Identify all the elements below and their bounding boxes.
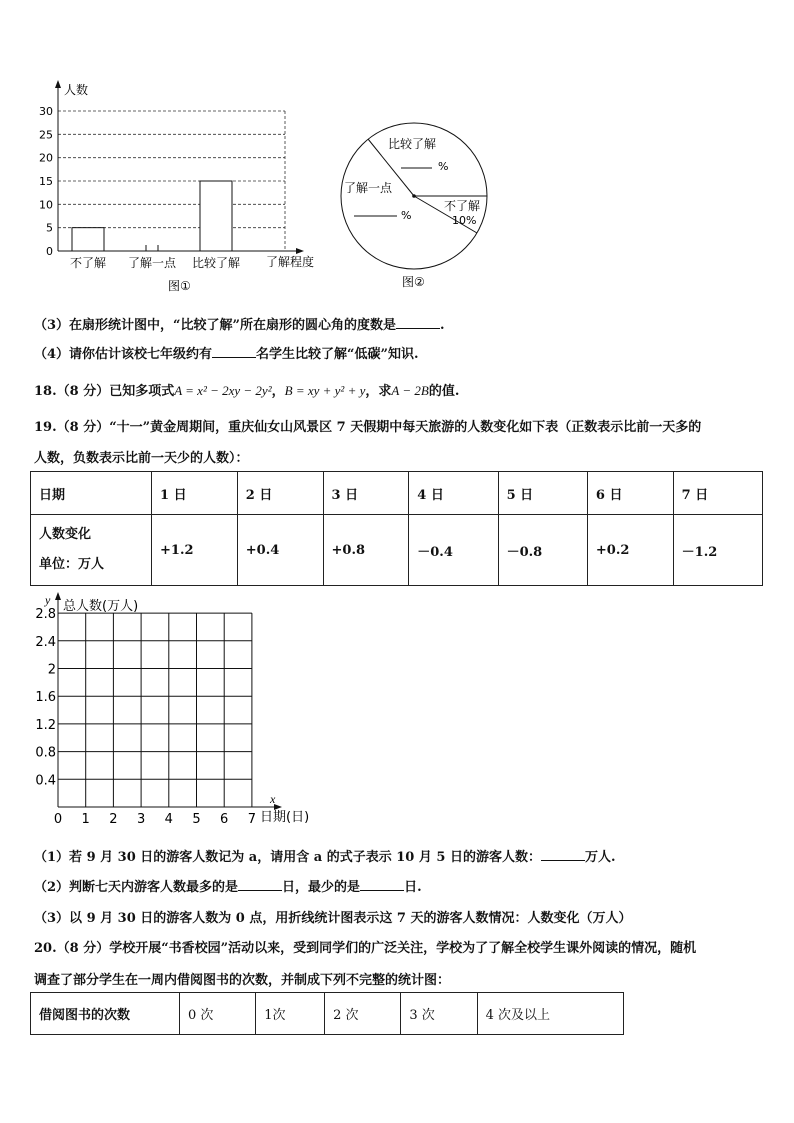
q19-change: －0.4 xyxy=(409,515,498,586)
q20-table-col: 3 次 xyxy=(401,993,477,1035)
bar-x-tick-label: 比较了解 xyxy=(191,256,241,270)
q20-table-row xyxy=(31,993,624,1035)
q18-end: 的值. xyxy=(428,384,460,399)
q18-expr-c: A − 2B xyxy=(391,383,429,398)
bar-x-tick-label: 不了解 xyxy=(69,256,107,270)
q20-table-col: 4 次及以上 xyxy=(477,993,623,1035)
grid-y-tick-label: 0.4 xyxy=(35,773,56,789)
q19-row-label-1: 人数变化 xyxy=(39,527,92,542)
q19-grid-chart xyxy=(30,590,310,830)
q19-table-header-row xyxy=(31,472,763,515)
q19-day: 6 日 xyxy=(587,472,673,515)
q19-change: +1.2 xyxy=(152,515,238,586)
grid-y-tick-label: 1.2 xyxy=(35,717,56,733)
q17-part4 xyxy=(34,343,419,362)
fig1-caption: 图① xyxy=(168,279,191,293)
grid-y-tick-label: 2.4 xyxy=(35,634,56,650)
bar-chart xyxy=(30,78,340,300)
q19-part1 xyxy=(34,846,615,865)
q17-part4-blank xyxy=(212,345,256,358)
q19-part2-end: 日. xyxy=(404,880,422,895)
q19-day: 3 日 xyxy=(323,472,409,515)
grid-x-tick-label: 7 xyxy=(247,812,257,827)
bar-y-tick-label: 5 xyxy=(46,221,53,235)
q17-part4-end: 名学生比较了解“低碳”知识. xyxy=(256,347,419,362)
q19-day: 7 日 xyxy=(673,472,762,515)
pie-pct-compare: % xyxy=(438,160,449,173)
pie-label-compare: 比较了解 xyxy=(388,137,437,151)
pie-label-little: 了解一点 xyxy=(344,181,393,195)
grid-x-tick-label: 4 xyxy=(164,812,173,827)
q19-header-label: 日期 xyxy=(31,472,152,515)
bar-x-tick-label: 了解一点 xyxy=(127,256,177,270)
q20-table-col: 1次 xyxy=(256,993,325,1035)
q20-table-col: 2 次 xyxy=(325,993,401,1035)
bar-y-tick-label: 25 xyxy=(39,128,53,142)
q18-intro: 18.（8 分）已知多项式 xyxy=(34,384,175,399)
q19-part1-end: 万人. xyxy=(584,850,616,865)
bar-y-tick-label: 0 xyxy=(46,245,53,258)
q19-change: +0.4 xyxy=(237,515,323,586)
grid-x-tick-label: 5 xyxy=(192,812,201,827)
q18-mid: ，求 xyxy=(365,384,392,399)
bar xyxy=(72,228,104,251)
pie-center xyxy=(412,194,416,198)
bar-y-tick-label: 10 xyxy=(39,198,53,212)
bar-x-arrow xyxy=(296,248,304,254)
q18-expr-b: B = xy + y² + y xyxy=(284,383,366,398)
q19-part2-mid: 日，最少的是 xyxy=(282,880,361,895)
pie-chart xyxy=(332,90,497,295)
q19-day: 1 日 xyxy=(152,472,238,515)
pie-pct-none: 10% xyxy=(452,214,477,227)
q20-table-col: 0 次 xyxy=(180,993,256,1035)
grid-y-tick-label: 0.8 xyxy=(35,745,56,761)
q19-row-label-2: 单位：万人 xyxy=(39,557,105,572)
q17-part4-text: （4）请你估计该校七年级约有 xyxy=(34,347,213,362)
q18 xyxy=(34,380,459,399)
grid-x-tick-label: 2 xyxy=(109,812,118,827)
q19-part2-blank-2 xyxy=(360,878,404,891)
grid-y-var: y xyxy=(45,593,51,607)
q19-line1: 19.（8 分）“十一”黄金周期间，重庆仙女山风景区 7 天假期中每天旅游的人数变化如下表（正数表示比前一天多的 xyxy=(34,420,702,435)
q17-part3-text: （3）在扇形统计图中，“比较了解”所在扇形的圆心角的度数是 xyxy=(34,318,397,333)
q20-line2: 调查了部分学生在一周内借阅图书的次数，并制成下列不完整的统计图： xyxy=(34,973,451,988)
bar-y-label: 人数 xyxy=(64,83,89,97)
grid-x-tick-label: 6 xyxy=(220,812,229,827)
grid-y-label: 总人数(万人) xyxy=(63,599,139,614)
q19-day: 2 日 xyxy=(237,472,323,515)
q19-day: 4 日 xyxy=(409,472,498,515)
bar-y-tick-label: 15 xyxy=(39,175,53,188)
grid-x-tick-label: 1 xyxy=(81,812,90,827)
q19-part2-blank-1 xyxy=(238,878,282,891)
q19-part2 xyxy=(34,876,422,895)
q20-line1: 20.（8 分）学校开展“书香校园”活动以来，受到同学们的广泛关注，学校为了了解全校学生课外阅读的情况，随机 xyxy=(34,941,697,956)
q19-table-change-row xyxy=(31,515,763,586)
q19-change: －0.8 xyxy=(498,515,587,586)
q17-part3-end: . xyxy=(440,318,445,333)
bar-y-tick-label: 30 xyxy=(39,105,53,118)
q20-table xyxy=(30,992,624,1035)
grid-x-var: x xyxy=(270,792,276,806)
q20-table-header: 借阅图书的次数 xyxy=(31,993,180,1035)
q17-part3 xyxy=(34,314,445,333)
grid-x-tick-label: 3 xyxy=(136,812,146,827)
q19-part2-text: （2）判断七天内游客人数最多的是 xyxy=(34,880,239,895)
q19-row-label xyxy=(31,515,152,586)
q19-table xyxy=(30,471,763,586)
q19-change: +0.2 xyxy=(587,515,673,586)
bar-y-tick-label: 20 xyxy=(39,151,53,165)
grid-y-tick-label: 1.6 xyxy=(35,690,56,706)
grid-x-tick-label: 0 xyxy=(53,812,63,827)
q19-change: +0.8 xyxy=(323,515,409,586)
q19-part1-blank xyxy=(541,848,585,861)
bar-x-label: 了解程度 xyxy=(266,255,315,269)
bar xyxy=(200,181,232,251)
q19-line2: 人数，负数表示比前一天少的人数）： xyxy=(34,451,249,466)
q19-day: 5 日 xyxy=(498,472,587,515)
fig2-caption: 图② xyxy=(402,275,425,289)
grid-y-arrow xyxy=(55,592,61,600)
q18-expr-a: A = x² − 2xy − 2y² xyxy=(174,383,272,398)
q17-part3-blank xyxy=(396,316,440,329)
q19-part3: （3）以 9 月 30 日的游客人数为 0 点，用折线统计图表示这 7 天的游客人数情况：人数变化（万人） xyxy=(34,911,632,926)
q19-change: －1.2 xyxy=(673,515,762,586)
pie-pct-little: % xyxy=(401,209,412,222)
pie-label-none: 不了解 xyxy=(444,199,481,213)
q18-sep: ， xyxy=(271,384,285,399)
grid-y-tick-label: 2 xyxy=(47,662,56,678)
q19-part1-text: （1）若 9 月 30 日的游客人数记为 a，请用含 a 的式子表示 10 月 5 日的游客人数： xyxy=(34,850,541,865)
grid-x-label: 日期(日) xyxy=(260,810,310,825)
bar-y-arrow xyxy=(55,80,61,88)
grid-y-tick-label: 2.8 xyxy=(35,607,56,623)
